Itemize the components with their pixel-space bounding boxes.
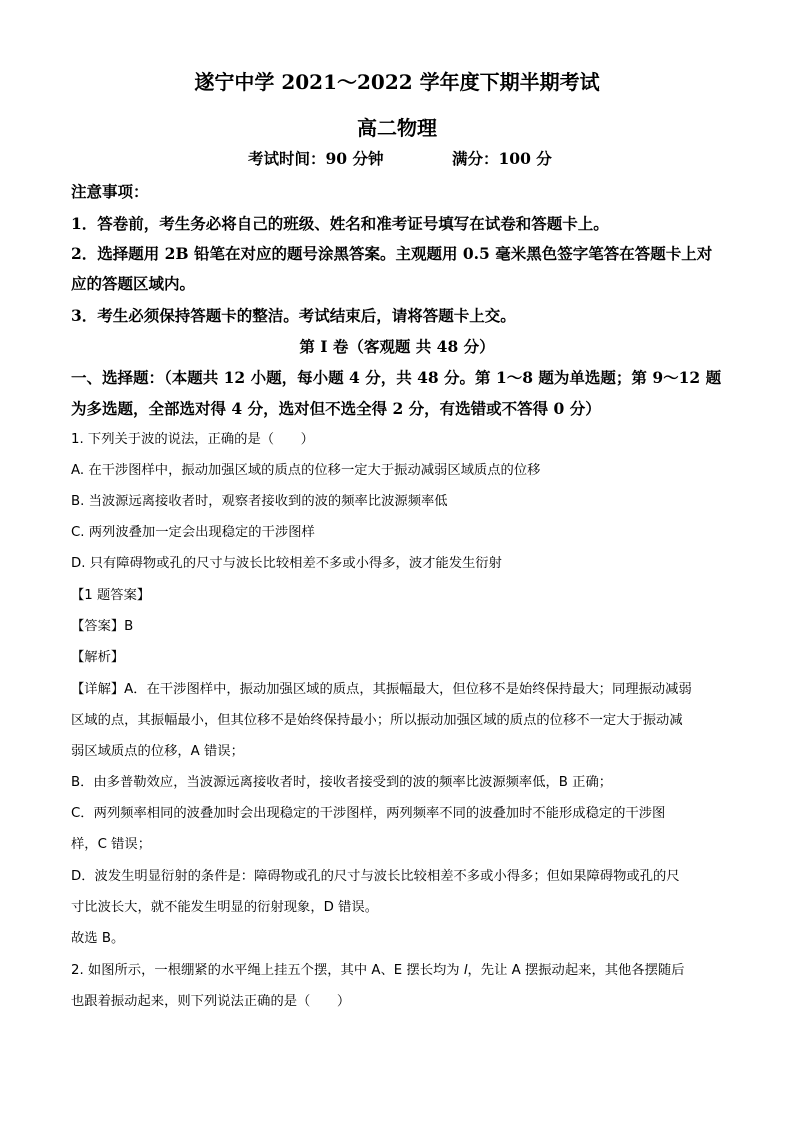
- section-instruction-2: 为多选题，全部选对得 4 分，选对但不选全得 2 分，有选错或不答得 0 分）: [71, 399, 601, 418]
- q1-analysis-line: 寸比波长大，就不能发生明显的衍射现象，D 错误。: [71, 900, 378, 915]
- note-item-1: 1．答卷前，考生务必将自己的班级、姓名和准考证号填写在试卷和答题卡上。: [71, 214, 609, 233]
- section-title: 第 Ⅰ 卷（客观题 共 48 分）: [299, 337, 495, 356]
- q1-analysis-line: 【详解】A．在干涉图样中，振动加强区域的质点，其振幅最大，但位移不是始终保持最大；同理振动减弱: [71, 682, 692, 697]
- q1-analysis-line: C．两列频率相同的波叠加时会出现稳定的干涉图样，两列频率不同的波叠加时不能形成稳定的干涉图: [71, 806, 666, 821]
- q1-analysis-tag: 【解析】: [71, 650, 125, 665]
- section-instruction-1: 一、选择题：（本题共 12 小题，每小题 4 分，共 48 分。第 1～8 题为单选题；第 9～12 题: [71, 368, 722, 387]
- q1-option-b: B. 当波源远离接收者时，观察者接收到的波的频率比波源频率低: [71, 494, 448, 509]
- note-item-3: 3．考生必须保持答题卡的整洁。考试结束后，请将答题卡上交。: [71, 306, 516, 325]
- note-item-2-cont: 应的答题区域内。: [71, 274, 196, 293]
- full-score: 满分：100 分: [452, 149, 552, 168]
- q1-option-a: A. 在干涉图样中，振动加强区域的质点的位移一定大于振动减弱区域质点的位移: [71, 463, 541, 478]
- q1-analysis-line: 弱区域质点的位移，A 错误；: [71, 744, 244, 759]
- notes-heading: 注意事项：: [71, 182, 149, 201]
- pendulum-length-symbol: l: [463, 963, 468, 978]
- q1-analysis-line: 区域的点，其振幅最小，但其位移不是始终保持最小；所以振动加强区域的质点的位移不一定大于振动减: [71, 713, 683, 728]
- q1-conclusion: 故选 B。: [71, 931, 125, 946]
- q2-stem-part-a: 2. 如图所示，一根绷紧的水平绳上挂五个摆，其中 A、E 摆长均为: [71, 963, 464, 978]
- q1-analysis-line: D．波发生明显衍射的条件是：障碍物或孔的尺寸与波长比较相差不多或小得多；但如果障碍物或孔的尺: [71, 869, 680, 884]
- q1-option-c: C. 两列波叠加一定会出现稳定的干涉图样: [71, 525, 315, 540]
- q2-stem-part-b: ，先让 A 摆振动起来，其他各摆随后: [467, 963, 685, 978]
- note-item-2: 2．选择题用 2B 铅笔在对应的题号涂黑答案。主观题用 0.5 毫米黑色签字笔答在答题卡上对: [71, 244, 713, 263]
- q1-answer-tag: 【1 题答案】: [71, 588, 151, 603]
- q1-stem: 1. 下列关于波的说法，正确的是（ ）: [71, 432, 314, 447]
- q1-analysis-line: B．由多普勒效应，当波源远离接收者时，接收者接受到的波的频率比波源频率低，B 正确；: [71, 775, 613, 790]
- exam-subject: 高二物理: [357, 116, 437, 140]
- exam-title: 遂宁中学 2021～2022 学年度下期半期考试: [194, 70, 600, 94]
- q2-stem-line-1: [71, 963, 685, 979]
- q1-answer: 【答案】B: [71, 619, 134, 634]
- q1-analysis-line: 样，C 错误；: [71, 837, 151, 852]
- q2-stem-line-2: 也跟着振动起来，则下列说法正确的是（ ）: [71, 994, 351, 1009]
- exam-time: 考试时间：90 分钟: [248, 149, 384, 168]
- q1-option-d: D. 只有障碍物或孔的尺寸与波长比较相差不多或小得多，波才能发生衍射: [71, 556, 502, 571]
